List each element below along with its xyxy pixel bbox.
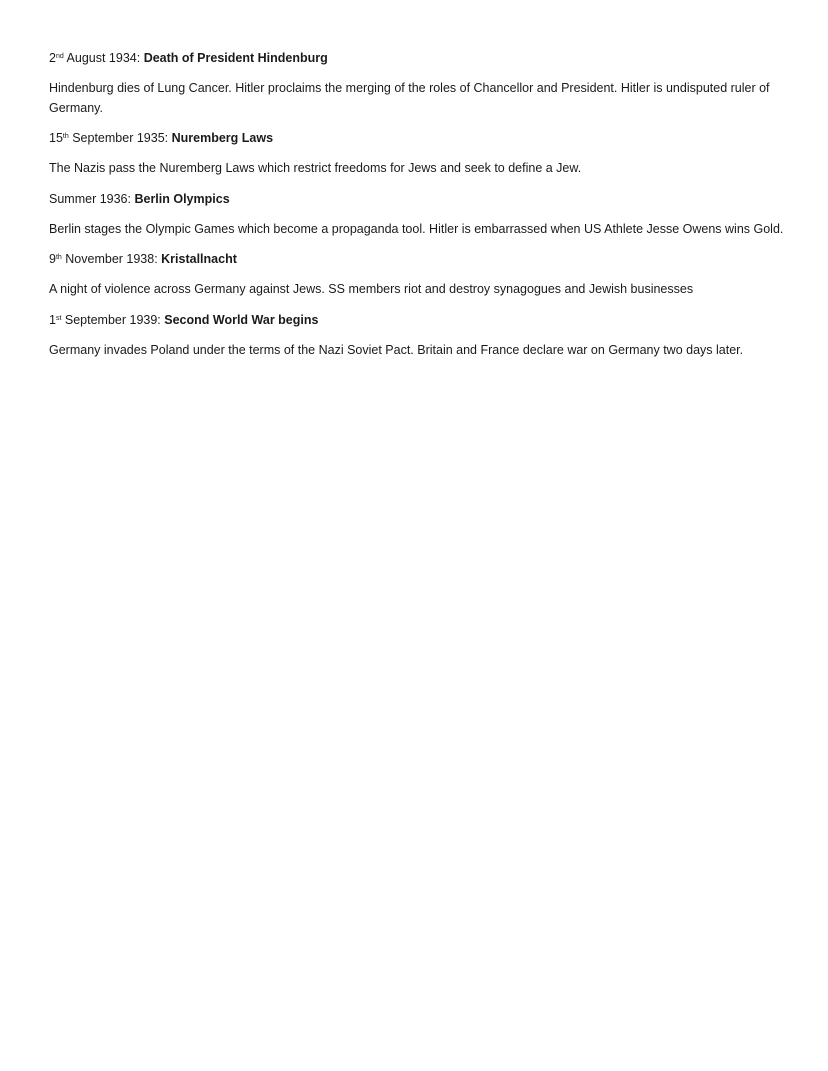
entry-day: 2 [49,51,56,65]
timeline-entry [49,129,784,179]
timeline-entry [49,49,784,118]
entry-day-suffix: th [62,133,69,140]
entry-date: September 1939: [61,312,165,327]
entry-day: 9 [49,252,56,266]
entry-day-suffix: st [55,314,62,322]
timeline-entry [49,250,784,300]
entry-day: 1 [49,312,56,327]
entry-date: September 1935: [68,131,172,145]
entry-description: The Nazis pass the Nuremberg Laws which restrict freedoms for Jews and seek to define a Jew. [49,161,582,175]
entry-description: Berlin stages the Olympic Games which become a propaganda tool. Hitler is embarrassed when US Athlete Jesse Owens wins Gold. [49,221,784,236]
entry-heading [49,190,784,209]
entry-description: Hindenburg dies of Lung Cancer. Hitler proclaims the merging of the roles of Chancellor and President. Hitler is undisputed ruler of Germany. [49,81,770,115]
entry-heading [49,250,784,269]
entry-date: Summer 1936: [49,191,135,206]
timeline-entry [49,311,784,361]
entry-description: A night of violence across Germany against Jews. SS members riot and destroy synagogues and Jewish businesses [49,282,694,296]
entry-heading [49,129,784,148]
entry-date: November 1938: [61,252,162,266]
entry-title: Berlin Olympics [134,191,230,206]
entry-heading [49,49,784,68]
entry-description: Germany invades Poland under the terms of the Nazi Soviet Pact. Britain and France declare war on Germany two days later. [49,342,744,357]
entry-day-suffix: nd [55,53,64,60]
entry-title: Kristallnacht [161,252,237,266]
entry-date: August 1934: [63,51,144,65]
entry-title: Second World War begins [164,312,319,327]
entry-day-suffix: th [55,254,62,261]
entry-title: Death of President Hindenburg [143,51,328,65]
entry-day: 15 [49,131,63,145]
entry-heading [49,311,784,330]
entry-title: Nuremberg Laws [171,131,274,145]
timeline-content [49,49,784,371]
timeline-entry [49,190,784,240]
